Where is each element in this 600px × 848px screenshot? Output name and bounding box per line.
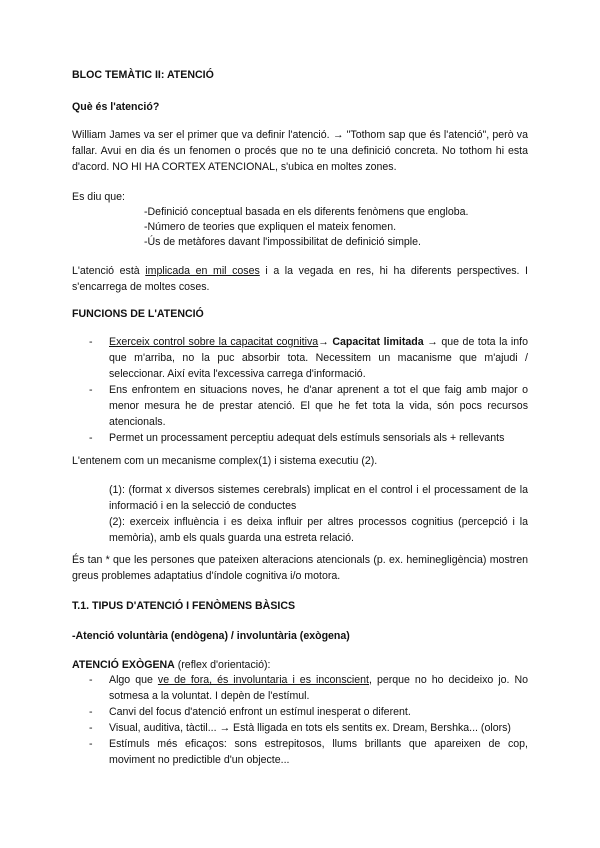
list-item: - Ens enfrontem en situacions noves, he d'anar aprenent a tot el que faig amb major o menor mesura he de prestar atenció. El que he fet tota la vida, són pocs recursos atencionals. xyxy=(89,384,528,428)
section-heading-que-es: Què és l'atenció? xyxy=(72,101,160,113)
subheading-voluntaria: -Atenció voluntària (endògena) / involuntària (exògena) xyxy=(72,630,350,642)
es-tan-paragraph: És tan * que les persones que pateixen alteracions atencionals (p. ex. heminegligència) mostren greus problemes adaptatius d'índole cognitiva i/o motora. xyxy=(72,554,528,582)
list-item: - Visual, auditiva, tàctil... → Està lligada en tots els sentits ex. Dream, Bershka... (olors) xyxy=(89,722,511,734)
section-heading-t1: T.1. TIPUS D'ATENCIÓ I FENÒMENS BÀSICS xyxy=(72,600,296,612)
exogena-list xyxy=(72,672,528,768)
list-item: - Estímuls més eficaços: sons estrepitosos, llums brillants que apareixen de cop, moviment no predictible d'un objecte... xyxy=(89,738,528,766)
exogena-heading: ATENCIÓ EXÒGENA (reflex d'orientació): xyxy=(72,659,271,671)
es-diu-label: Es diu que: xyxy=(72,191,126,203)
entenem-paragraph: L'entenem com un mecanisme complex(1) i sistema executiu (2). xyxy=(72,455,378,467)
page-title: BLOC TEMÀTIC II: ATENCIÓ xyxy=(72,69,214,81)
underlined-phrase: implicada en mil coses xyxy=(145,265,260,277)
intro-paragraph: William James va ser el primer que va definir l'atenció. → "Tothom sap que és l'atenció", però va fallar. Avui en dia és un fenomen o procés que no te una definició concreta. No tothom hi esta d'acord. NO HI HA CORTEX ATENCIONAL, s'ubica en moltes zones. xyxy=(72,129,528,173)
section-heading-funcions: FUNCIONS DE L'ATENCIÓ xyxy=(72,308,204,320)
es-diu-list xyxy=(144,204,524,249)
note-item: (1): (format x diversos sistemes cerebrals) implicat en el control i el processament de la informació i en la selecció de conductes xyxy=(109,484,528,512)
note-item: (2): exerceix influència i es deixa influir per altres processos cognitius (percepció i la memòria), amb els quals guarda una estreta relació. xyxy=(109,516,528,544)
nested-notes xyxy=(109,482,528,546)
es-diu-item: -Ús de metàfores davant l'impossibilitat de definició simple. xyxy=(144,236,421,248)
es-diu-item: -Número de teories que expliquen el mateix fenomen. xyxy=(144,221,397,233)
list-item: - Permet un processament perceptiu adequat dels estímuls sensorials als + rellevants xyxy=(89,432,505,444)
list-item: - Exerceix control sobre la capacitat cognitiva→ Capacitat limitada → que de tota la info que m'arriba, no la puc absorbir tota. Necessitem un macanisme que m'ajudi / seleccionar. Així evita l'excessiva carrega d'informació. xyxy=(89,336,528,380)
list-item: - Algo que ve de fora, és involuntaria i es inconscient, perque no ho decideixo jo. No sotmesa a la voluntat. I depèn de l'estímul. xyxy=(89,674,529,702)
atencio-paragraph: L'atenció està implicada en mil coses i a la vegada en res, hi ha diferents perspectives. I s'encarrega de moltes coses. xyxy=(72,265,528,293)
funcions-list xyxy=(72,334,528,446)
es-diu-item: -Definició conceptual basada en els diferents fenòmens que engloba. xyxy=(144,206,469,218)
list-item: - Canvi del focus d'atenció enfront un estímul inesperat o diferent. xyxy=(89,706,411,718)
